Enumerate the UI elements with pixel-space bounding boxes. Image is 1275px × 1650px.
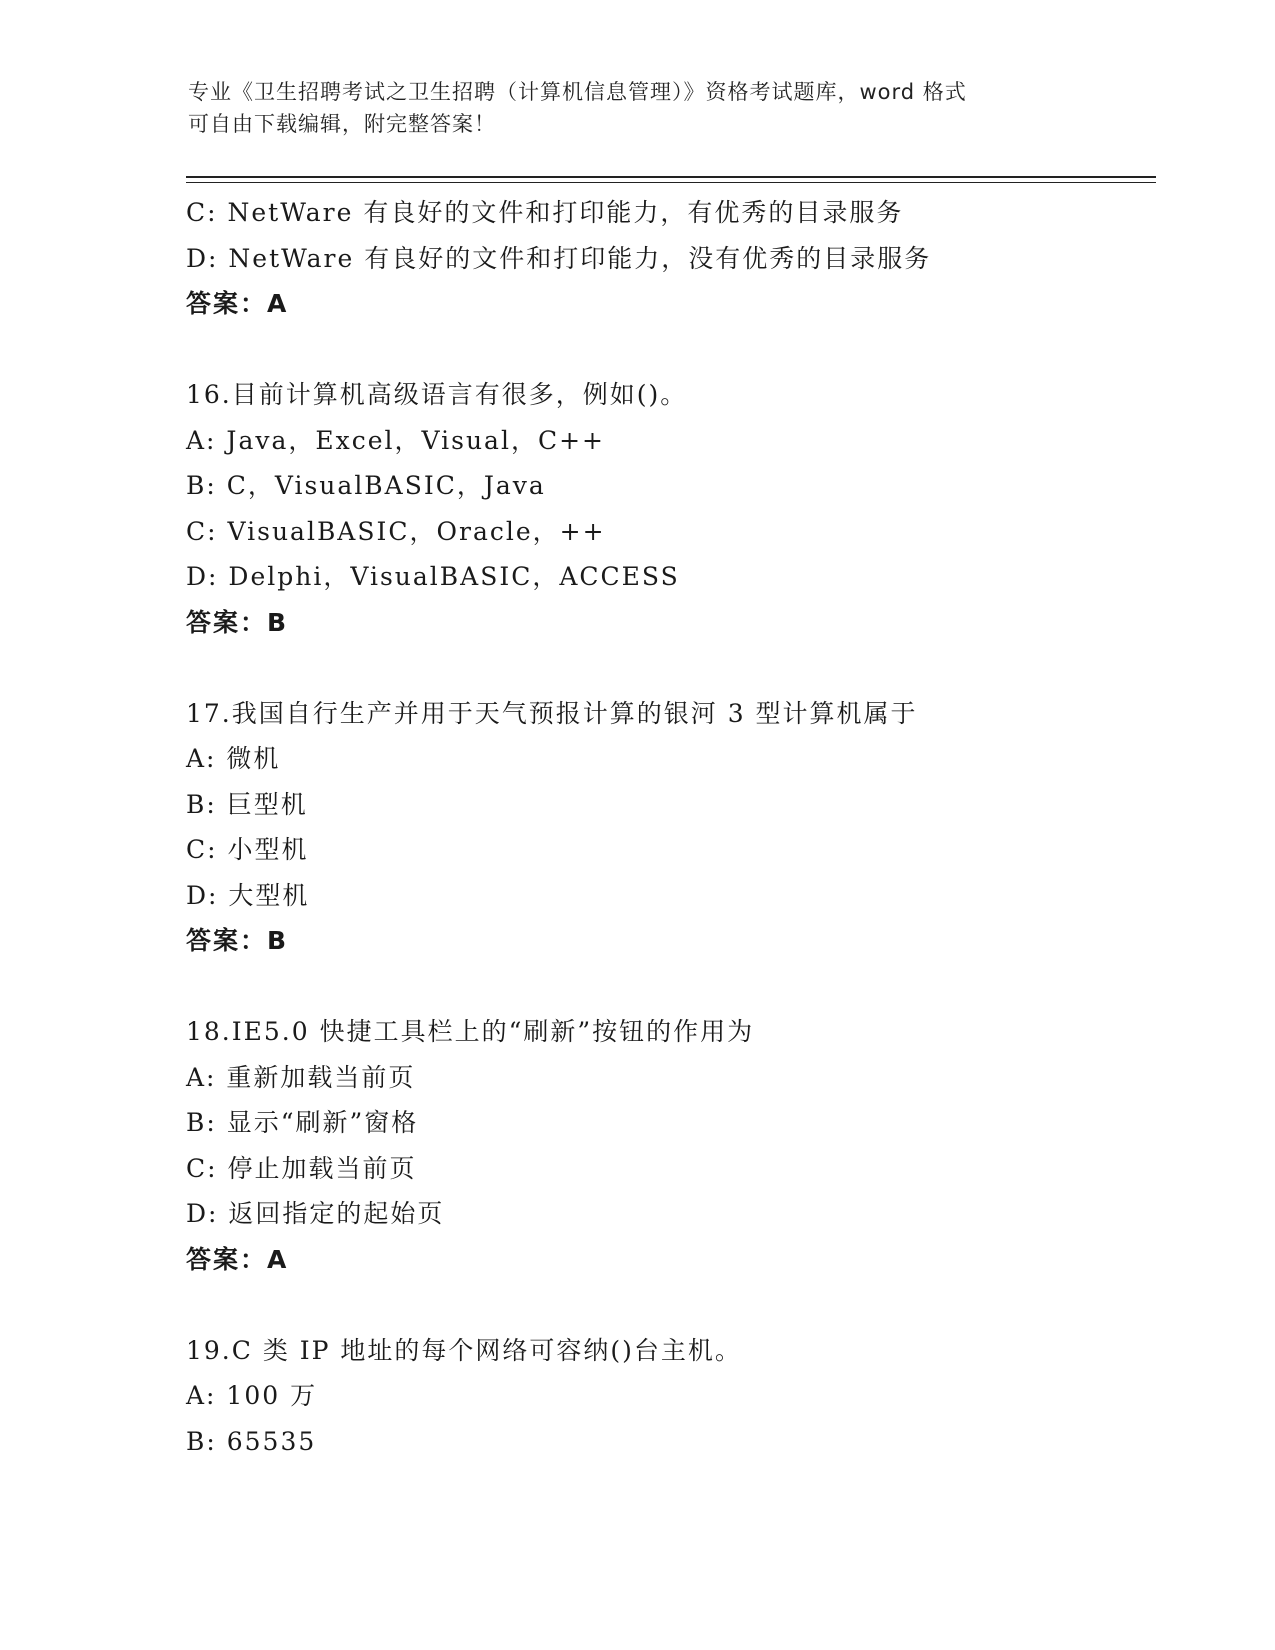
header-divider-thick (186, 176, 1156, 178)
question-text: 18.IE5.0 快捷工具栏上的“刷新”按钮的作用为 (186, 1017, 755, 1046)
blank-line (186, 327, 1186, 373)
document-header (188, 76, 1088, 140)
answer-text: 答案：A (186, 289, 289, 318)
option-text: D: Delphi，VisualBASIC，ACCESS (186, 562, 680, 591)
option-text: D: 返回指定的起始页 (186, 1199, 445, 1228)
option-text: B: 显示“刷新”窗格 (186, 1108, 419, 1137)
question-text: 19.C 类 IP 地址的每个网络可容纳()台主机。 (186, 1335, 742, 1365)
option-text: A: 微机 (186, 744, 281, 773)
answer-text: 答案：A (186, 1244, 289, 1274)
option-text: B: 65535 (186, 1426, 317, 1456)
answer-text: 答案：B (186, 926, 289, 955)
blank-line (186, 1282, 1186, 1328)
question-text: 16.目前计算机高级语言有很多，例如()。 (186, 380, 688, 409)
option-text: B: C，VisualBASIC，Java (186, 471, 546, 500)
option-text: A: 100 万 (186, 1381, 318, 1410)
option-text: C: VisualBASIC，Oracle，++ (186, 516, 606, 546)
option-text: C: 小型机 (186, 835, 309, 864)
header-line-2: 可自由下载编辑，附完整答案！ (188, 112, 496, 136)
question-text: 17.我国自行生产并用于天气预报计算的银河 3 型计算机属于 (186, 698, 918, 728)
blank-line (186, 645, 1186, 691)
option-text: B: 巨型机 (186, 789, 308, 819)
option-text: C: 停止加载当前页 (186, 1153, 417, 1183)
option-text: C: NetWare 有良好的文件和打印能力，有优秀的目录服务 (186, 198, 904, 227)
answer-text: 答案：B (186, 607, 289, 637)
option-text: A: 重新加载当前页 (186, 1062, 416, 1092)
blank-line (186, 964, 1186, 1010)
option-text: D: 大型机 (186, 880, 310, 910)
option-text: D: NetWare 有良好的文件和打印能力，没有优秀的目录服务 (186, 243, 932, 273)
option-text: A: Java，Excel，Visual，C++ (186, 425, 605, 455)
question-list (186, 190, 1186, 1464)
header-line-1: 专业《卫生招聘考试之卫生招聘（计算机信息管理）》资格考试题库，word 格式 (188, 80, 967, 104)
header-divider-thin (186, 182, 1156, 183)
